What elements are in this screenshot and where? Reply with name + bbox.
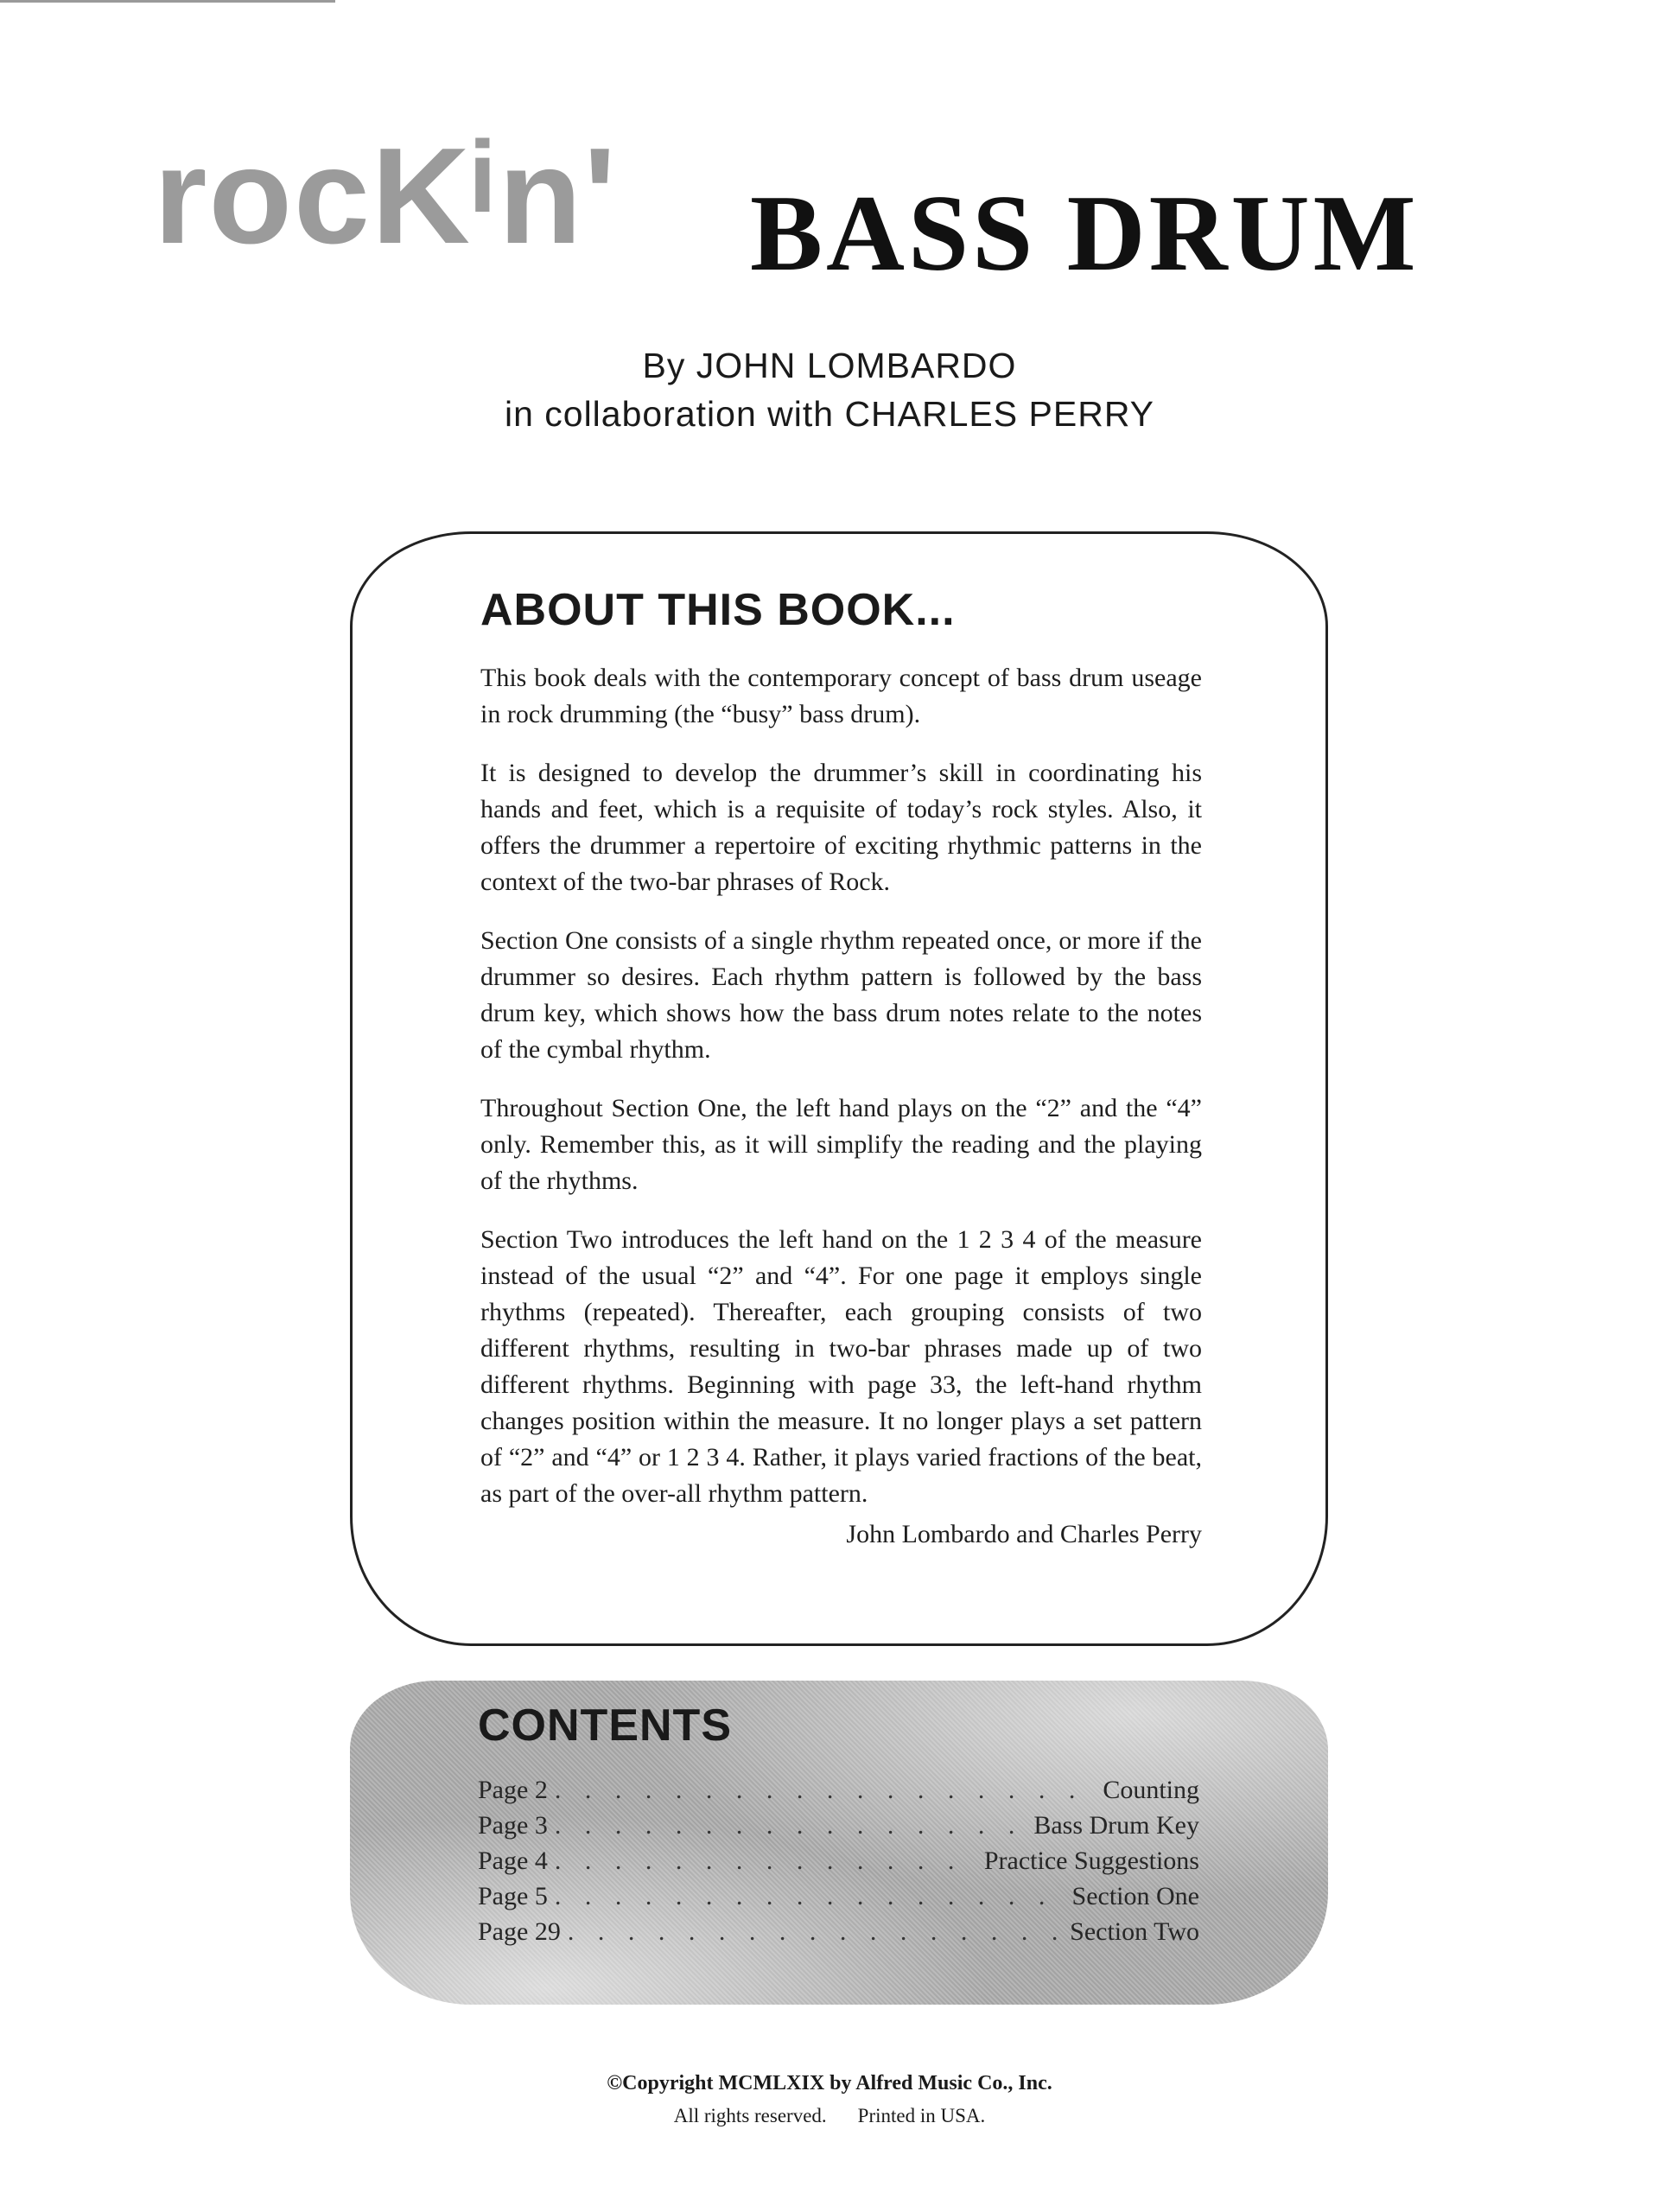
dot-leader [555,1882,1065,1911]
book-title [154,121,1502,294]
contents-box [350,1681,1328,2005]
title-rockin: rocK$^i$n' [154,120,618,272]
dot-leader [568,1917,1063,1947]
about-paragraph: Throughout Section One, the left hand plays on the “2” and the “4” only. Remember this, as it will simplify the reading and the playing of the rhythms. [480,1094,1202,1195]
about-box [350,531,1328,1646]
contents-item [478,1917,1199,1953]
about-paragraph: It is designed to develop the drummer’s skill in coordinating his hands and feet, which is a requisite of today’s rock styles. Also, it offers the drummer a repertoire of exciting rhythmic patterns in the context of the two-bar phrases of Rock. [480,759,1202,896]
about-content [480,584,1202,1552]
contents-section: Section Two [1070,1917,1199,1946]
contents-list [478,1776,1199,1953]
contents-page: Page 3 [478,1811,548,1840]
title-bass-drum: BASS DRUM [750,174,1420,294]
author-line: By JOHN LOMBARDO [642,346,1017,385]
contents-section: Bass Drum Key [1033,1811,1199,1840]
rights-line [0,2105,1659,2127]
contents-section: Counting [1103,1776,1199,1804]
about-paragraph: This book deals with the contemporary concept of bass drum useage in rock drumming (the “busy” bass drum). [480,664,1202,728]
dot-leader [555,1811,1027,1840]
contents-page: Page 29 [478,1917,561,1946]
contents-section: Section One [1071,1882,1199,1910]
contents-item [478,1882,1199,1917]
contents-page: Page 5 [478,1882,548,1910]
contents-page: Page 2 [478,1776,548,1804]
about-heading: ABOUT THIS BOOK... [480,585,956,635]
dot-leader [555,1776,1096,1805]
contents-section: Practice Suggestions [983,1847,1199,1875]
about-paragraph: Section One consists of a single rhythm repeated once, or more if the drummer so desires. Each rhythm pattern is followed by the bass drum key, which shows how the bass drum notes relate to the notes of the cymbal rhythm. [480,926,1202,1064]
dot-leader [555,1847,977,1876]
copyright-line: ©Copyright MCMLXIX by Alfred Music Co., Inc. [607,2072,1052,2094]
contents-page: Page 4 [478,1847,548,1875]
top-rule [0,0,335,3]
printed-in: Printed in USA. [857,2105,986,2126]
rights-reserved: All rights reserved. [673,2105,827,2126]
contents-heading: CONTENTS [478,1700,732,1751]
contents-item [478,1847,1199,1882]
contents-item [478,1776,1199,1811]
contents-item [478,1811,1199,1847]
collaborator-line: in collaboration with CHARLES PERRY [504,394,1155,434]
about-paragraph: Section Two introduces the left hand on the 1 2 3 4 of the measure instead of the usual “2” and “4”. For one page it employs single rhythms (repeated). Thereafter, each grouping consists of two different rhythms, resulting in two-bar phrases made up of two different rhythms. Beginning with page 33, the left-hand rhythm changes position within the measure. It no longer plays a set pattern of “2” and “4” or 1 2 3 4. Rather, it plays varied fractions of the beat, as part of the over-all rhythm pattern. [480,1225,1202,1508]
about-signature: John Lombardo and Charles Perry [846,1520,1202,1548]
